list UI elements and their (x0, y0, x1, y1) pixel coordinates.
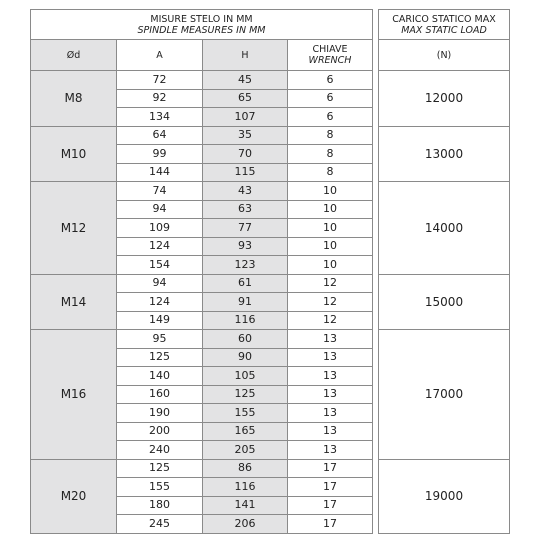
a-cell: 240 (117, 441, 203, 460)
h-cell: 61 (203, 274, 288, 293)
h-cell: 125 (203, 385, 288, 404)
h-cell: 93 (203, 237, 288, 256)
h-cell: 35 (203, 126, 288, 145)
a-cell: 134 (117, 108, 203, 127)
column-header-load-unit: (N) (379, 40, 510, 71)
diameter-cell: M12 (31, 182, 117, 275)
wrench-cell: 17 (288, 459, 373, 478)
wrench-cell: 13 (288, 422, 373, 441)
wrench-cell: 6 (288, 89, 373, 108)
h-cell: 77 (203, 219, 288, 238)
wrench-label-en: WRENCH (308, 55, 352, 66)
table-row (31, 71, 510, 90)
a-cell: 72 (117, 71, 203, 90)
spindle-measures-title-it: MISURE STELO IN MM (150, 13, 253, 25)
static-load-title-en: MAX STATIC LOAD (401, 24, 487, 36)
h-cell: 70 (203, 145, 288, 164)
a-cell: 180 (117, 496, 203, 515)
table-row (31, 182, 510, 201)
diameter-cell: M16 (31, 330, 117, 460)
wrench-cell: 10 (288, 237, 373, 256)
spindle-measures-header (31, 10, 373, 40)
h-cell: 107 (203, 108, 288, 127)
static-load-cell: 14000 (379, 182, 510, 275)
h-cell: 116 (203, 478, 288, 497)
static-load-title-it: CARICO STATICO MAX (392, 13, 496, 25)
spindle-spec-table (30, 9, 510, 534)
a-cell: 144 (117, 163, 203, 182)
h-cell: 123 (203, 256, 288, 275)
h-cell: 206 (203, 515, 288, 534)
h-cell: 60 (203, 330, 288, 349)
h-cell: 91 (203, 293, 288, 312)
wrench-cell: 13 (288, 404, 373, 423)
wrench-cell: 10 (288, 219, 373, 238)
a-cell: 64 (117, 126, 203, 145)
diameter-cell: M20 (31, 459, 117, 533)
a-cell: 124 (117, 237, 203, 256)
header-row-top (31, 10, 510, 40)
a-cell: 149 (117, 311, 203, 330)
column-header-a: A (117, 40, 203, 71)
a-cell: 109 (117, 219, 203, 238)
static-load-cell: 17000 (379, 330, 510, 460)
a-cell: 200 (117, 422, 203, 441)
wrench-cell: 10 (288, 182, 373, 201)
h-cell: 65 (203, 89, 288, 108)
wrench-cell: 17 (288, 496, 373, 515)
h-cell: 105 (203, 367, 288, 386)
wrench-cell: 10 (288, 200, 373, 219)
wrench-cell: 8 (288, 145, 373, 164)
h-cell: 86 (203, 459, 288, 478)
column-header-h: H (203, 40, 288, 71)
diameter-cell: M14 (31, 274, 117, 330)
static-load-header (379, 10, 510, 40)
h-cell: 90 (203, 348, 288, 367)
wrench-cell: 12 (288, 274, 373, 293)
table-row (31, 126, 510, 145)
a-cell: 94 (117, 274, 203, 293)
spindle-measures-title-en: SPINDLE MEASURES IN MM (137, 24, 266, 36)
h-cell: 43 (203, 182, 288, 201)
column-header-wrench (288, 40, 373, 71)
wrench-cell: 13 (288, 385, 373, 404)
h-cell: 63 (203, 200, 288, 219)
a-cell: 155 (117, 478, 203, 497)
wrench-cell: 17 (288, 515, 373, 534)
wrench-cell: 13 (288, 441, 373, 460)
a-cell: 74 (117, 182, 203, 201)
static-load-cell: 13000 (379, 126, 510, 182)
a-cell: 245 (117, 515, 203, 534)
wrench-cell: 8 (288, 126, 373, 145)
a-cell: 140 (117, 367, 203, 386)
a-cell: 125 (117, 459, 203, 478)
h-cell: 155 (203, 404, 288, 423)
table-row (31, 330, 510, 349)
wrench-cell: 13 (288, 330, 373, 349)
h-cell: 116 (203, 311, 288, 330)
a-cell: 190 (117, 404, 203, 423)
diameter-cell: M10 (31, 126, 117, 182)
wrench-cell: 13 (288, 367, 373, 386)
wrench-cell: 13 (288, 348, 373, 367)
a-cell: 125 (117, 348, 203, 367)
table-row (31, 274, 510, 293)
wrench-label-it: CHIAVE (312, 44, 348, 55)
a-cell: 92 (117, 89, 203, 108)
wrench-cell: 6 (288, 71, 373, 90)
h-cell: 165 (203, 422, 288, 441)
column-header-d: Ød (31, 40, 117, 71)
a-cell: 94 (117, 200, 203, 219)
header-row-columns (31, 40, 510, 71)
table-row (31, 459, 510, 478)
h-cell: 141 (203, 496, 288, 515)
a-cell: 160 (117, 385, 203, 404)
wrench-cell: 12 (288, 293, 373, 312)
a-cell: 124 (117, 293, 203, 312)
wrench-cell: 8 (288, 163, 373, 182)
static-load-cell: 12000 (379, 71, 510, 127)
wrench-cell: 12 (288, 311, 373, 330)
h-cell: 45 (203, 71, 288, 90)
a-cell: 95 (117, 330, 203, 349)
a-cell: 99 (117, 145, 203, 164)
h-cell: 205 (203, 441, 288, 460)
diameter-cell: M8 (31, 71, 117, 127)
static-load-cell: 19000 (379, 459, 510, 533)
wrench-cell: 10 (288, 256, 373, 275)
wrench-cell: 6 (288, 108, 373, 127)
static-load-cell: 15000 (379, 274, 510, 330)
h-cell: 115 (203, 163, 288, 182)
wrench-cell: 17 (288, 478, 373, 497)
a-cell: 154 (117, 256, 203, 275)
